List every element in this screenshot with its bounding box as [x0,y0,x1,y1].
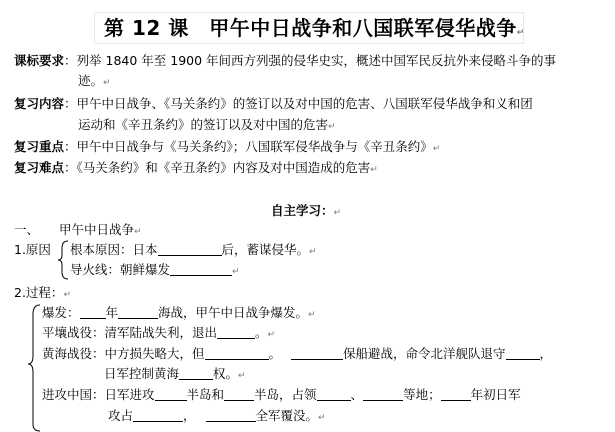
return-mark: ↵ [308,310,316,320]
section1-title: 甲午中日战争 [59,222,135,237]
pingrang-line [42,325,275,343]
blank-field[interactable] [133,409,183,422]
process-brace [28,304,42,432]
process-label-text: 2.过程： [14,285,64,300]
cause-fuse-line [70,262,240,280]
blank-field[interactable] [317,388,351,401]
review-text-1: 甲午中日战争、《马关条约》的签订以及对中国的危害、八国联军侵华战争和义和团 [76,96,533,111]
cause-root-pre: 根本原因：日本 [70,242,158,257]
return-mark: ↵ [318,413,326,423]
cause-label [14,242,51,258]
return-mark: ↵ [370,165,378,175]
return-mark: ↵ [328,122,336,132]
requirement-text-2: 迹。 [78,73,104,88]
blank-field[interactable] [363,388,403,401]
return-mark: ↵ [63,290,71,300]
attack-mid2: 半岛，占领 [254,387,317,402]
attack-pre: 进攻中国：日军进攻 [42,387,155,402]
yellowsea-mid2: 保船避战，命令北洋舰队退守 [343,346,506,361]
attack-line-2 [108,408,326,426]
blank-field[interactable] [224,388,254,401]
yellowsea-pre: 黄海战役：中方损失略大，但 [42,346,205,361]
pingrang-post: 。 [255,325,268,340]
return-mark: ↵ [267,330,276,340]
review-label: 复习内容 [14,96,65,111]
blank-field[interactable] [206,409,256,422]
blank-field[interactable] [158,243,222,256]
outbreak-line [42,305,316,323]
cause-brace [58,240,70,280]
cause-root-post: 后，蓄谋侵华。 [221,242,310,257]
requirement-sep: ： [64,53,77,68]
yellowsea2-post: 权。 [213,366,239,381]
attack-mid4: 等地； [403,387,441,402]
attack-mid1: 半岛和 [186,387,225,402]
outbreak-pre: 爆发： [42,305,80,320]
requirement-text-1: 列举 1840 年至 1900 年间西方列强的侵华史实，概述中国军民反抗外来侵略斗争的事 [76,53,557,68]
attack2-pre: 攻占 [108,408,134,423]
return-mark: ↵ [238,371,246,381]
return-mark: ↵ [333,208,342,218]
page-title [104,17,525,44]
process-label [14,285,71,303]
return-mark: ↵ [134,227,142,237]
blank-field[interactable] [155,388,187,401]
yellowsea-post: ， [539,346,553,361]
return-mark: ↵ [103,78,111,88]
blank-field[interactable] [118,306,158,319]
difficult-text: 《马关条约》和《辛丑条约》内容及对中国造成的危害 [76,160,371,175]
review-line-2 [78,117,336,135]
blank-field[interactable] [291,347,343,360]
key-sep: ： [64,139,77,154]
outbreak-mid1: 年 [105,305,119,320]
cause-label-text: 1.原因 [14,242,51,257]
review-line-1 [14,96,533,112]
yellowsea-line-2 [104,366,246,384]
yellowsea-line [42,346,552,362]
yellowsea2-pre: 日军控制黄海 [104,366,180,381]
requirement-label: 课标要求 [14,53,65,68]
review-text-2: 运动和《辛丑条约》的签订以及对中国的危害 [78,117,329,132]
attack2-post: 全军覆没。 [255,408,319,423]
difficult-label: 复习难点 [14,160,65,175]
self-study-text: 自主学习： [271,203,334,218]
attack-mid5: 年初日军 [470,387,521,402]
blank-field[interactable] [80,306,106,319]
pingrang-pre: 平壤战役：清军陆战失利，退出 [42,325,218,340]
attack2-mid: ， [183,408,196,423]
key-line [14,139,440,157]
section1-heading [14,222,142,240]
key-label: 复习重点 [14,139,65,154]
difficult-sep: ： [64,160,77,175]
cause-fuse-pre: 导火线：朝鲜爆发 [70,262,171,277]
blank-field[interactable] [441,388,471,401]
return-mark: ↵ [516,28,525,38]
review-sep: ： [64,96,77,111]
yellowsea-mid1: 。 [268,346,282,361]
section1-num: 一、 [14,222,40,237]
blank-field[interactable] [170,263,232,276]
title-text: 第 12 课 甲午中日战争和八国联军侵华战争 [104,16,517,40]
blank-field[interactable] [179,367,213,380]
requirement-line-1 [14,53,556,69]
return-mark: ↵ [309,247,317,257]
outbreak-mid2: 海战，甲午中日战争爆发。 [158,305,309,320]
return-mark: ↵ [432,144,441,154]
self-study-heading [271,203,341,221]
key-text: 甲午中日战争与《马关条约》；八国联军侵华战争与《辛丑条约》 [76,139,433,154]
requirement-line-2 [78,73,111,91]
attack-mid3: 、 [350,387,364,402]
blank-field[interactable] [217,326,255,339]
cause-root-line [70,242,317,260]
blank-field[interactable] [506,347,540,360]
attack-line [42,387,521,403]
blank-field[interactable] [205,347,269,360]
difficult-line [14,160,378,178]
return-mark: ↵ [232,267,240,277]
